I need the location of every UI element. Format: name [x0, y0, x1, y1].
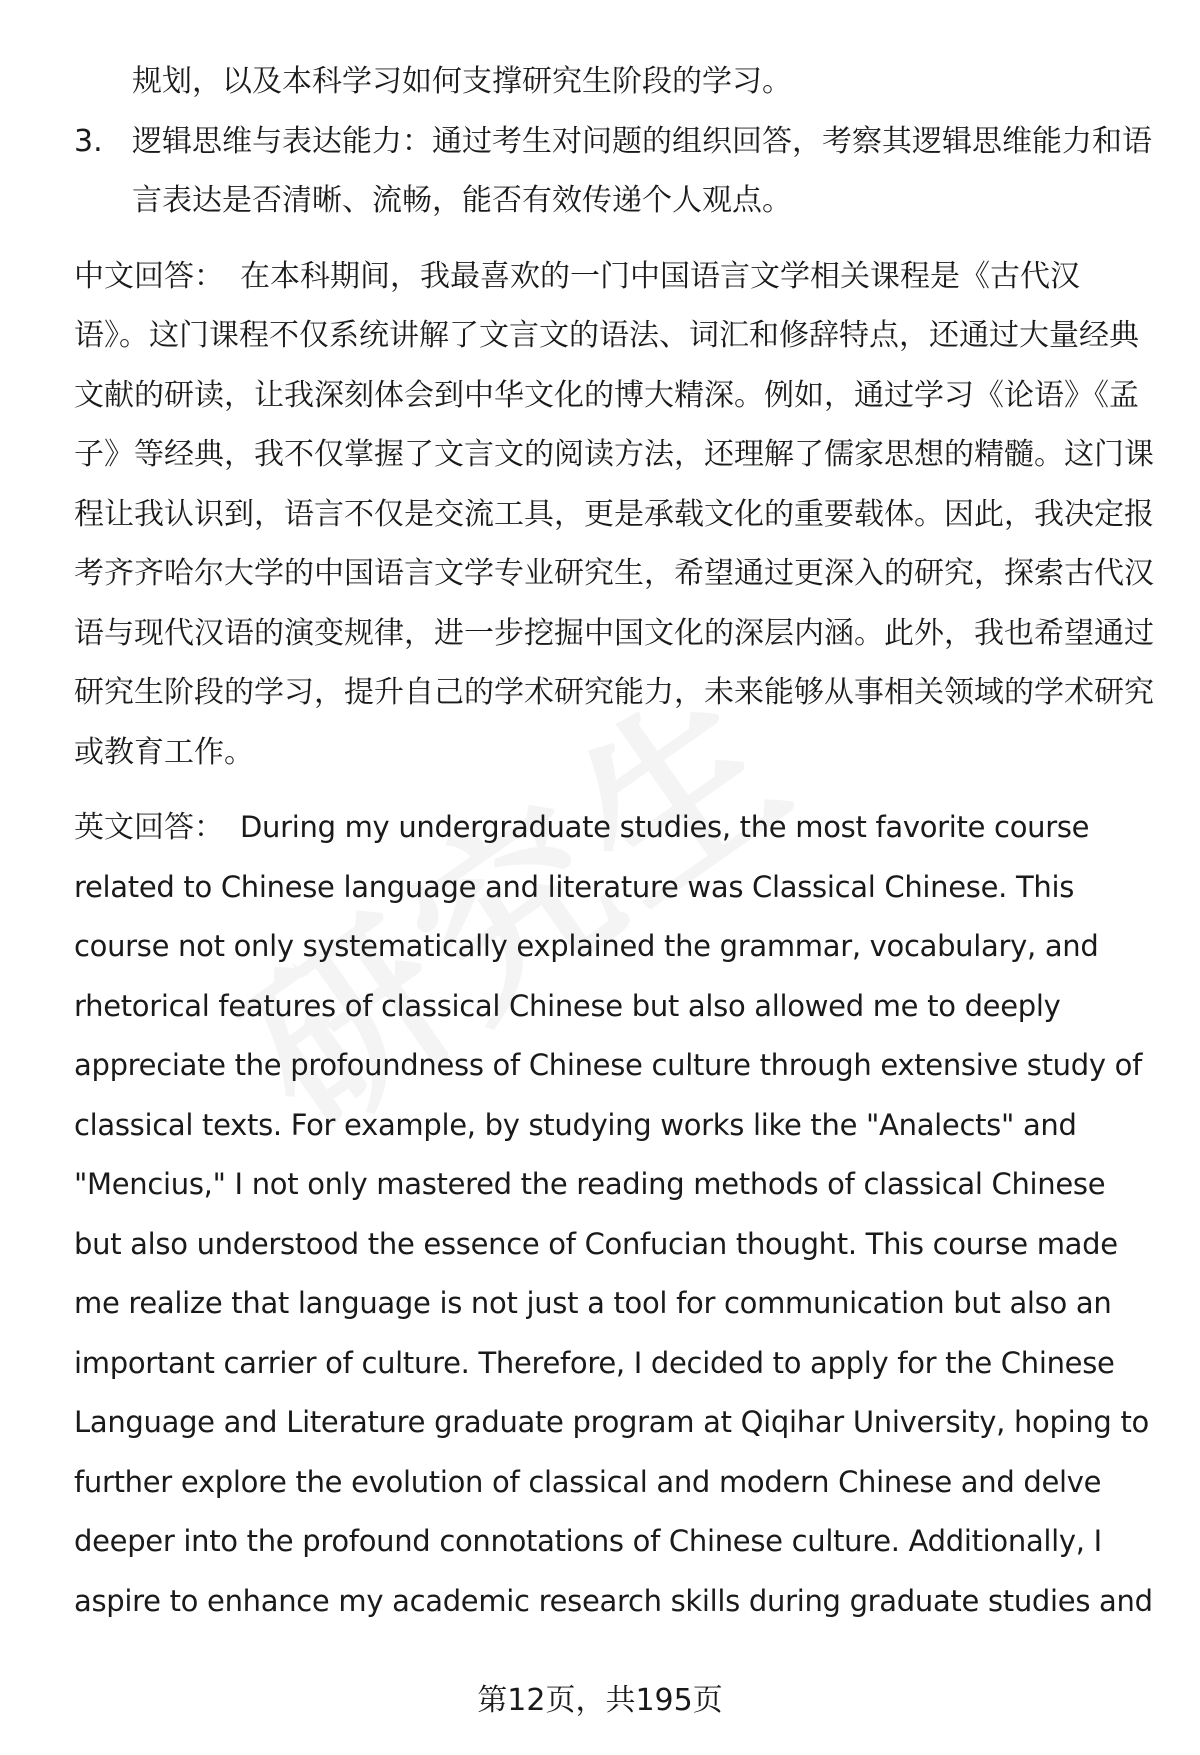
page-footer: 第12页，共195页 — [477, 1683, 723, 1718]
chinese-answer-paragraph — [74, 247, 1154, 783]
chinese-answer-text: 在本科期间，我最喜欢的一门中国语言文学相关课程是《古代汉语》。这门课程不仅系统讲解了文言文的语法、词汇和修辞特点，还通过大量经典文献的研读，让我深刻体会到中华文化的博大精深。例如，通过学习《论语》《孟子》等经典，我不仅掌握了文言文的阅读方法，还理解了儒家思想的精髓。这门课程让我认识到，语言不仅是交流工具，更是承载文化的重要载体。因此，我决定报考齐齐哈尔大学的中国语言文学专业研究生，希望通过更深入的研究，探索古代汉语与现代汉语的演变规律，进一步挖掘中国文化的深层内涵。此外，我也希望通过研究生阶段的学习，提升自己的学术研究能力，未来能够从事相关领域的学术研究或教育工作。 — [74, 258, 1154, 770]
list-item-2-continuation: 规划，以及本科学习如何支撑研究生阶段的学习。 — [132, 64, 792, 99]
english-answer-text: During my undergraduate studies, the most favorite course related to Chinese language and literature was Classical Chinese. This course not only systematically explained the grammar, vocabulary, and rhetorical features of classical Chinese but also allowed me to deeply appreciate the profoundness of Chinese culture through extensive study of classical texts. For example, by studying works like the "Analects" and "Mencius," I not only mastered the reading methods of classical Chinese but also understood the essence of Confucian thought. This course made me realize that language is not just a tool for communication but also an important carrier of culture. Therefore, I decided to apply for the Chinese Language and Literature graduate program at Qiqihar University, hoping to further explore the evolution of classical and modern Chinese and delve deeper into the profound connotations of Chinese culture. Additionally, I aspire to enhance my academic research skills during graduate studies and — [74, 810, 1153, 1618]
list-item-3 — [74, 112, 1154, 231]
chinese-answer-label: 中文回答： — [74, 258, 224, 294]
page-content — [74, 52, 1154, 1631]
english-answer-paragraph — [74, 798, 1154, 1631]
list-item-text: 逻辑思维与表达能力：通过考生对问题的组织回答，考察其逻辑思维能力和语言表达是否清晰、流畅，能否有效传递个人观点。 — [132, 123, 1152, 218]
list-item-number: 3. — [74, 123, 103, 159]
english-answer-label: 英文回答： — [74, 810, 224, 845]
